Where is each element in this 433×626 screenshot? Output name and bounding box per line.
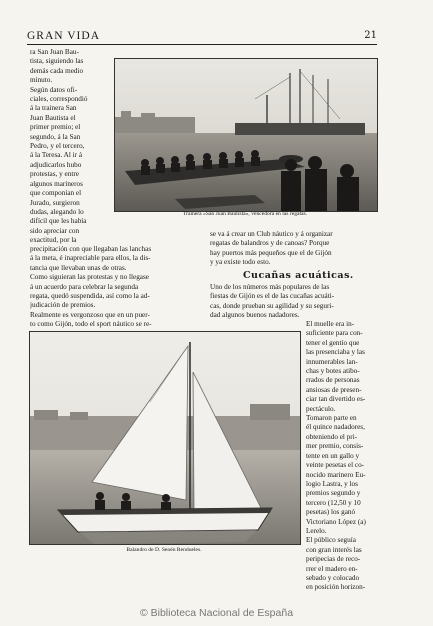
text-line: adjudicarlos hubo <box>30 160 82 169</box>
text-line: dad algunos buenos nadadores. <box>210 311 300 320</box>
text-line: Como siguieran las protestas y no llegase <box>30 273 149 282</box>
text-line: Juan Bautista el <box>30 113 76 122</box>
text-line: judicación de premios. <box>30 301 96 310</box>
text-line: que componían el <box>30 189 82 198</box>
text-line: con gran interés las <box>306 545 362 554</box>
text-line: minuto. <box>30 76 53 85</box>
text-line: obteniendo el pri- <box>306 432 358 441</box>
page-header <box>27 30 377 44</box>
text-line: difícil que les había <box>30 217 87 226</box>
text-line: dudas, alegando lo <box>30 207 84 216</box>
header-rule <box>27 44 377 45</box>
section-title-cucanas: Cucañas acuáticas. <box>243 270 354 281</box>
photo-trainera <box>114 58 378 212</box>
text-line: segundo, á la San <box>30 132 81 141</box>
text-line: innumerables lan- <box>306 357 358 366</box>
text-line: Según datos ofi- <box>30 85 78 94</box>
caption-top-photo: Trainera «San Juan Bautista», vencedora en las regatas. <box>182 211 308 217</box>
text-line: ciales, correspondió <box>30 95 88 104</box>
text-line: El muelle era in- <box>306 320 355 328</box>
text-line: y ya existe todo esto. <box>210 258 271 267</box>
text-line: Lerelo. <box>306 526 327 535</box>
text-line: rrer el madero en- <box>306 564 358 573</box>
text-line: Victoriano López (a) <box>306 517 366 526</box>
text-line: pectáculo. <box>306 404 336 413</box>
trainera-photo-image <box>115 59 377 211</box>
text-line: suficiente para con- <box>306 329 363 338</box>
text-line: demás cada medio <box>30 66 84 75</box>
footer-credit: © Biblioteca Nacional de España <box>139 607 294 619</box>
text-line: veinte pesetas el co- <box>306 461 365 470</box>
text-line: chas y botes atibo- <box>306 367 360 376</box>
text-line: Tomaron parte en <box>306 414 357 423</box>
text-line: se va á crear un Club náutico y á organizar <box>210 230 333 238</box>
text-line: ciar tan divertido es- <box>306 395 366 404</box>
column-right-mid <box>210 283 378 321</box>
text-line: logio Lastra, y los <box>306 479 358 488</box>
text-line: protestas, y entre <box>30 170 79 179</box>
text-line: en posición horizon- <box>306 583 366 592</box>
text-line: tener el gentío que <box>306 338 360 347</box>
text-line: primer premio; el <box>30 123 81 132</box>
text-line: las presenciaba y las <box>306 348 365 357</box>
column-right-narrow <box>306 320 378 593</box>
text-line: Jurado, surgieron <box>30 198 80 207</box>
text-line: sido apreciar con <box>30 226 80 235</box>
text-line: algunos marineros <box>30 179 83 188</box>
text-line: peripecias de reco- <box>306 555 361 564</box>
text-line: rrados de personas <box>306 376 360 385</box>
column-right-top <box>210 230 378 268</box>
magazine-title: GRAN VIDA <box>27 30 100 42</box>
text-line: ansiosas de presen- <box>306 385 362 394</box>
text-line: regatas de balandros y de canoas? Porque <box>210 239 330 248</box>
page-number: 21 <box>364 30 377 41</box>
text-line: á un acuerdo para celebrar la segunda <box>30 282 139 291</box>
text-line: pesetas) los ganó <box>306 508 356 517</box>
text-line: á la Teresa. Al ir á <box>30 151 83 160</box>
text-line: sebado y colocado <box>306 573 360 582</box>
balandro-photo-image <box>30 332 300 544</box>
text-line: regata, quedó suspendida, así como la ad- <box>30 292 150 301</box>
text-line: El público seguía <box>306 536 356 545</box>
photo-balandro <box>29 331 301 545</box>
caption-bottom-photo: Balandro de D. Senén Rendueles. <box>126 547 202 553</box>
text-line: á la trainera San <box>30 104 77 113</box>
text-line: nocido marinero Eu- <box>306 470 366 479</box>
text-line: precipitación con que llegaban las lanchas <box>30 245 152 253</box>
text-line: tercero (12,50 y 10 <box>306 498 361 507</box>
text-line: exactitud, por la <box>30 236 77 245</box>
text-line: hay puertos más pequeños que el de Gijón <box>210 248 332 257</box>
text-line: tente en un gallo y <box>306 451 360 460</box>
text-line: Realmente es vergonzoso que en un puer- <box>30 310 150 319</box>
text-line: premios segundo y <box>306 489 361 498</box>
text-line: mer premio, consis- <box>306 442 364 451</box>
text-line: cas, donde prueban su agilidad y su seguri- <box>210 301 334 310</box>
column-left-narrow <box>30 48 108 246</box>
text-line: fiestas de Gijón es el de las cucañas acuáti- <box>210 292 335 301</box>
text-line: ra San Juan Bau- <box>30 48 79 56</box>
text-line: tancia que llevaban unas de otras. <box>30 263 127 272</box>
text-line: to como Gijón, todo el sport náutico se re- <box>30 320 152 329</box>
text-line: tista, siguiendo las <box>30 57 84 66</box>
text-line: Pedro, y el tercero, <box>30 142 85 151</box>
text-line: á la meta, é inapreciable para ellos, la dis- <box>30 254 151 263</box>
text-line: Uno de los números más populares de las <box>210 283 330 291</box>
column-left-wide <box>30 245 206 339</box>
text-line: él quince nadadores, <box>306 423 365 432</box>
